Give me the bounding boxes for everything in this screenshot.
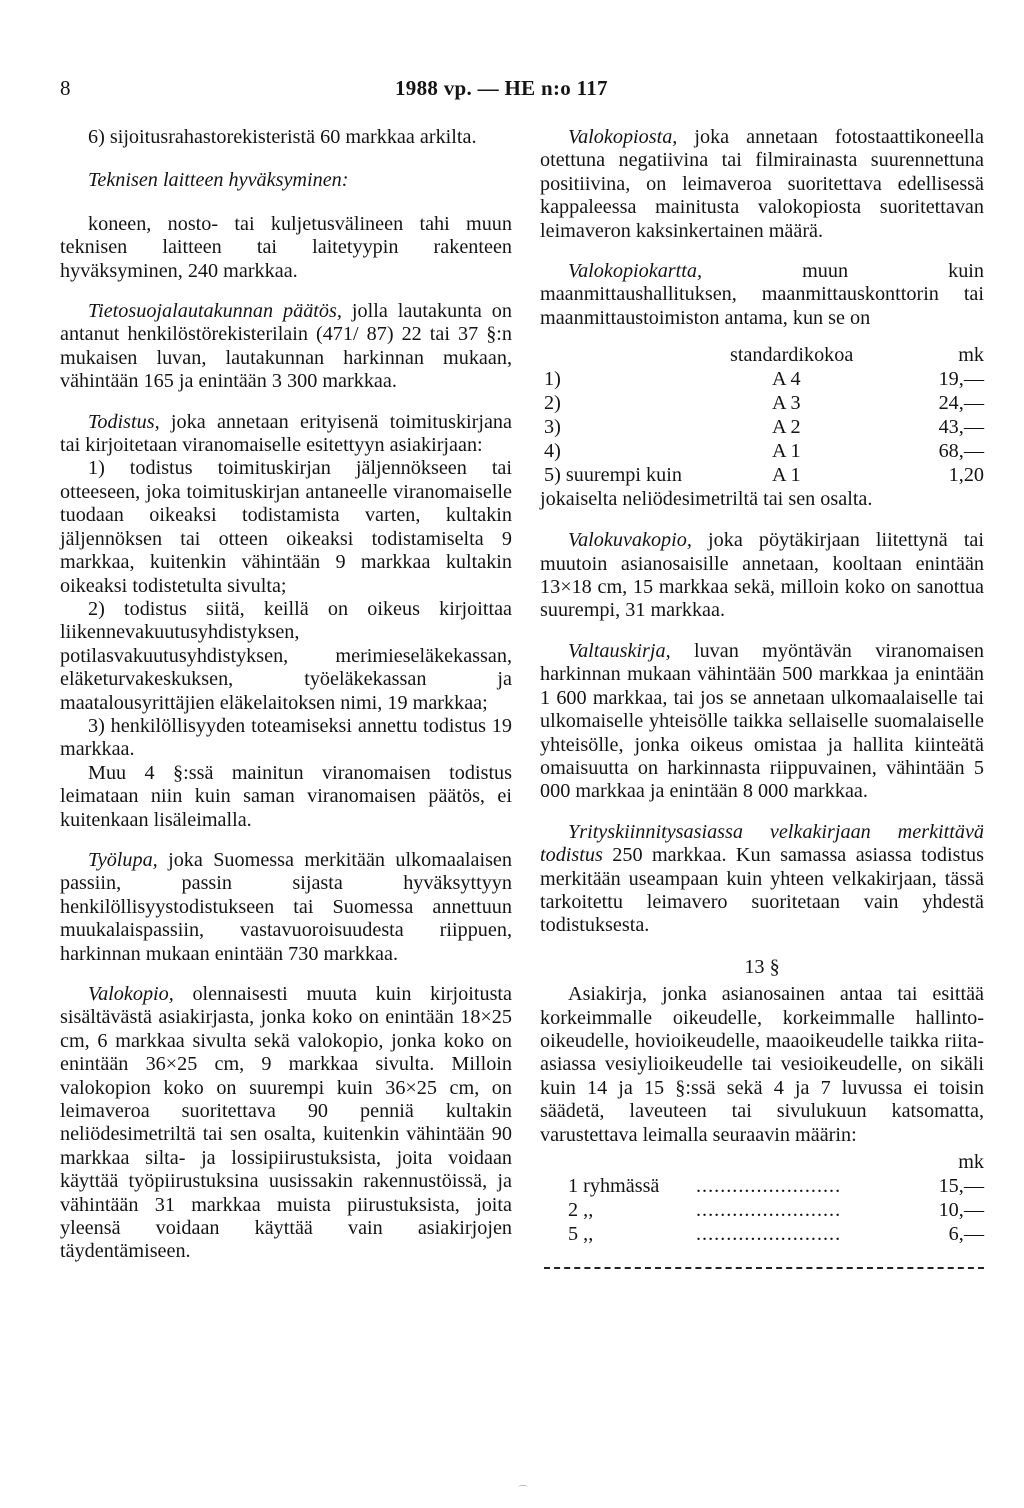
table-cell-size: A 2 [772, 416, 801, 439]
paragraph-muu-todistus: Muu 4 §:ssä mainitun viranomaisen todistus leimataan niin kuin saman viranomaisen päätös, ei kuitenkaan lisäleimalla. [60, 761, 512, 831]
paragraph-asiakirja: Asiakirja, jonka asianosainen antaa tai esittää korkeimmalle oikeudelle, korkeimmalle hallinto-oikeudelle, hovioikeudelle, maaoikeudelle taikka riita-asiassa vesiylioikeudelle tai vesioikeudelle, on sikäli kuin 14 ja 15 §:ssä sekä 4 ja 7 luvussa ei toisin säädetä, laveuteen tai sivulukuun katsomatta, varustettava leimalla seuraavin määrin: [540, 983, 984, 1146]
table-cell-label: 1 ryhmässä [568, 1175, 660, 1197]
paragraph-todistus: Todistus, joka annetaan erityisenä toimituskirjana tai kirjoitetaan viranomaiselle esitettyyn asiakirjaan: [60, 410, 512, 457]
section-heading-13: 13 § [744, 955, 780, 978]
table-cell-dots: ........................ [696, 1199, 842, 1221]
term-todistus: Todistus, [88, 410, 160, 433]
list-item-todistus-1: 1) todistus toimituskirjan jäljennökseen tai otteeseen, joka toimituskirjan antaneelle viranomaiselle tuodaan oikeaksi todistamista varten, kultakin jäljennöksen tai otteen oikeaksi todistamiselta 9 markkaa, kuitenkin vähintään 9 markkaa kultakin oikeaksi todistetulta sivulta; [60, 457, 512, 597]
table-footer: jokaiselta neliödesimetriltä tai sen osalta. [540, 488, 873, 511]
paragraph-valokopiosta: Valokopiosta, joka annetaan fotostaattikoneella otettuna negatiivina tai filmirainasta suurennettuna positiivina, on leimaveroa suoritettava edellisessä kappaleessa mainitusta valokopiosta suoritettavan leimaveron kaksinkertainen määrä. [540, 126, 984, 242]
page-number: 8 [60, 76, 71, 100]
page-header [60, 76, 980, 102]
table-cell-dots: ........................ [696, 1175, 842, 1197]
group-fee-table [540, 1151, 984, 1281]
list-item-todistus-2: 2) todistus siitä, keillä on oikeus kirjoittaa liikennevakuutusyhdistyksen, potilasvakuutusyhdistyksen, merimieseläkekassan, eläketurvakeskuksen, työeläkekassan ja maatalousyrittäjien eläkelaitoksen nimi, 19 markkaa; [60, 597, 512, 714]
table-cell-size: A 1 [772, 440, 801, 463]
table-cell-mk: 68,— [938, 440, 984, 463]
term-tyolupa: Työlupa, [88, 848, 158, 871]
paragraph-teknisen-laitteen: koneen, nosto- tai kuljetusvälineen tahi muun teknisen laitteen tai laitetyypin rakenteen hyväksyminen, 240 markkaa. [60, 212, 512, 282]
term-tietosuojalautakunta: Tietosuojalautakunnan päätös, [88, 300, 342, 323]
left-column [60, 126, 512, 1264]
paragraph-yrityskiinnitys: Yrityskiinnitysasiassa velkakirjaan merkittävä todistus 250 markkaa. Kun samassa asiassa todistus merkitään useampaan kuin yhteen velkakirjaan, tässä tarkoitettu leimavero suoritetaan vain yhdestä todistuksesta. [540, 820, 984, 937]
table-cell-mk: 24,— [938, 392, 984, 415]
term-yrityskiinnitys: Yrityskiinnitysasiassa velkakirjaan merkittävä todistus [540, 820, 984, 867]
table-cell-mk: 1,20 [948, 464, 984, 487]
paragraph-valtauskirja: Valtauskirja, luvan myöntävän viranomaisen harkinnan mukaan vähintään 500 markkaa ja enintään 1 600 markkaa, tai jos se annetaan ulkomaalaiselle tai ulkomaiselle yhteisölle taikka sellaiselle suomalaiselle yhteisölle, jonka oikeus omistaa ja hallita kiinteätä omaisuutta on harkinnasta riippuvainen, vähintään 5 000 markkaa ja enintään 8 000 markkaa. [540, 639, 984, 803]
table-header-mk: mk [958, 344, 984, 367]
table-cell-label: 5 ,, [568, 1223, 594, 1245]
term-valokopio: Valokopio, [88, 983, 174, 1005]
term-valokopiokartta: Valokopiokartta, [568, 260, 703, 283]
subheading-teknisen-laitteen: Teknisen laitteen hyväksyminen: [88, 169, 349, 192]
table-cell-size: A 4 [772, 368, 801, 391]
table-header-standard-size: standardikokoa [730, 344, 854, 367]
paragraph-valokopio: Valokopio, olennaisesti muuta kuin kirjoitusta sisältävästä asiakirjasta, jonka koko on enintään 18×25 cm, 6 markkaa sivulta sekä valokopio, jonka koko on enintään 36×25 cm, 9 markkaa sivulta. Milloin valokopion koko on suurempi kuin 36×25 cm, on leimaveroa suoritettava 90 penniä kultakin neliödesimetriltä tai sen osalta, kuitenkin vähintään 90 markkaa silta- ja lossipiirustuksista, joita voidaan käyttää työpiirustuksina uusissakin rakennustöissä, ja vähintään 31 markkaa muista piirustuksista, joita yleensä voidaan käyttää vain asiakirjojen täydentämiseen. [60, 983, 512, 1263]
table-cell-size: A 1 [772, 464, 801, 487]
right-column [540, 126, 984, 1281]
paragraph-sijoitusrahasto: 6) sijoitusrahastorekisteristä 60 markkaa arkilta. [88, 126, 477, 148]
table-cell-num: 5) suurempi kuin [544, 464, 682, 487]
term-valokopiosta: Valokopiosta, [568, 126, 678, 148]
table-cell-mk: 15,— [938, 1175, 984, 1197]
table-cell-dots: ........................ [696, 1223, 842, 1245]
page-title: 1988 vp. — HE n:o 117 [395, 76, 608, 100]
table-cell-num: 3) [544, 416, 561, 439]
table-cell-size: A 3 [772, 392, 801, 415]
table-cell-mk: 6,— [948, 1223, 984, 1245]
table-cell-mk: 43,— [938, 416, 984, 439]
paragraph-tyolupa: Työlupa, joka Suomessa merkitään ulkomaalaisen passiin, passin sijasta hyväksyttyyn henkilöllisyystodistukseen tai Suomessa annettuun muukalaispassiin, vastavuoroisuudesta riippuen, harkinnan mukaan enintään 730 markkaa. [60, 848, 512, 965]
paragraph-tietosuojalautakunta: Tietosuojalautakunnan päätös, jolla lautakunta on antanut henkilöstörekisterilain (471/ 87) 22 tai 37 §:n mukaisen luvan, lautakunnan harkinnan mukaan, vähintään 165 ja enintään 3 300 markkaa. [60, 300, 512, 393]
table-cell-mk: 10,— [938, 1199, 984, 1221]
paragraph-valokuvakopio: Valokuvakopio, joka pöytäkirjaan liitettynä tai muutoin asianosaisille annetaan, kooltaan enintään 13×18 cm, 15 markkaa sekä, milloin koko on sanottua suurempi, 31 markkaa. [540, 529, 984, 622]
scan-mark: ⌒ [518, 1486, 528, 1497]
table-cell-mk: 19,— [938, 368, 984, 391]
dashed-divider [544, 1267, 984, 1269]
paragraph-valokopiokartta: Valokopiokartta, muun kuin maanmittaushallituksen, maanmittauskonttorin tai maanmittaustoimiston antama, kun se on [540, 260, 984, 329]
standard-size-table [540, 344, 984, 512]
list-item-todistus-3: 3) henkilöllisyyden toteamiseksi annettu todistus 19 markkaa. [60, 714, 512, 761]
term-valtauskirja: Valtauskirja, [568, 639, 671, 662]
term-valokuvakopio: Valokuvakopio, [568, 529, 692, 552]
table-cell-num: 1) [544, 368, 561, 391]
table-cell-label: 2 ,, [568, 1199, 594, 1221]
table-cell-num: 2) [544, 392, 561, 415]
table-cell-num: 4) [544, 440, 561, 463]
table-header-mk: mk [958, 1151, 984, 1173]
